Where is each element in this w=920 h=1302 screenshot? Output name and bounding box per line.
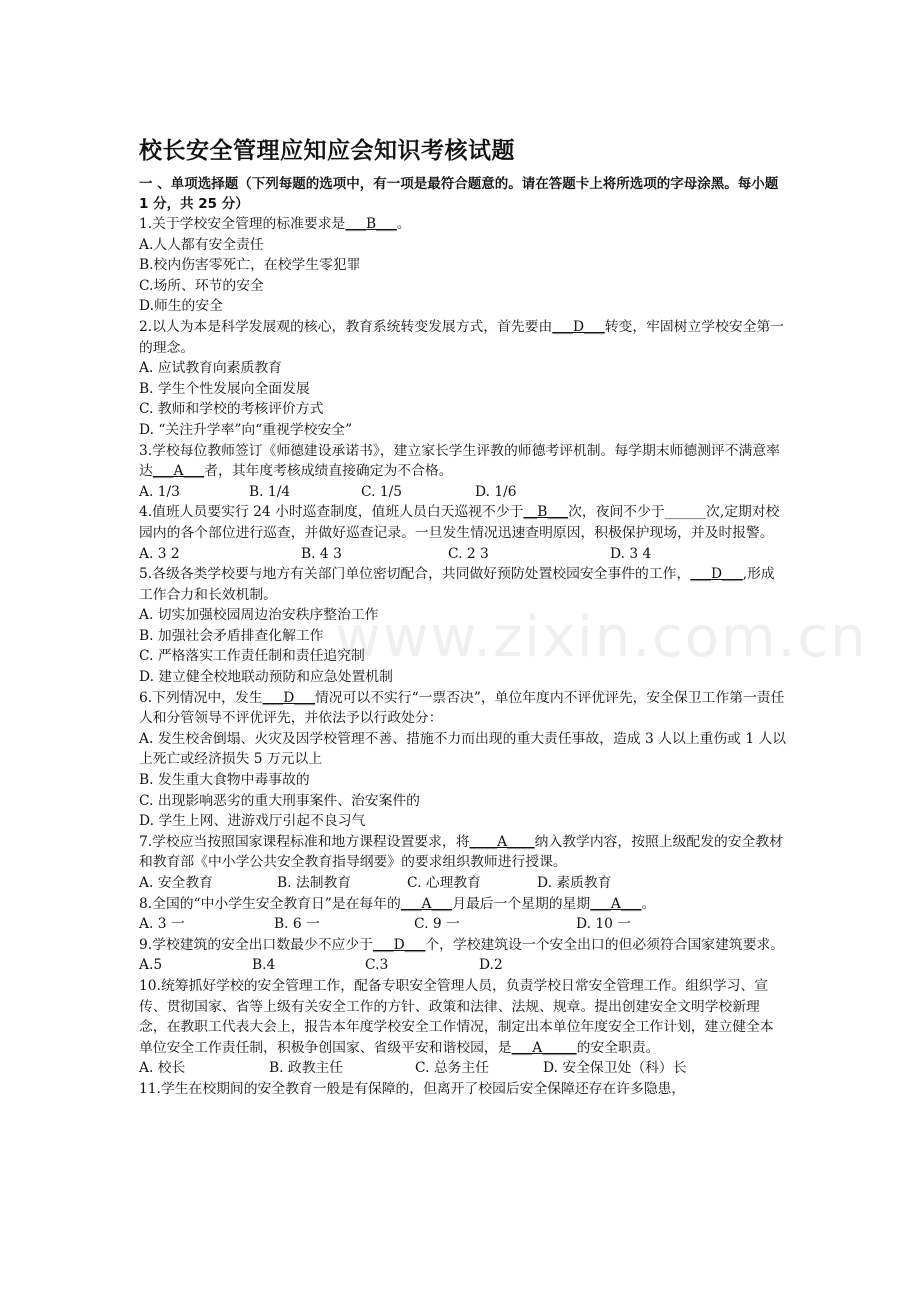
option: C. 出现影响恶劣的重大刑事案件、治安案件的 (139, 792, 420, 809)
answer-blank: __B___ (523, 504, 569, 521)
question-6: 6.下列情况中，发生___D___情况可以不实行“一票否决”，单位年度内不评优评先，安全保卫工作第一责任人和分管领导不评优评先，并依法予以行政处分： (139, 689, 785, 727)
options-row (139, 544, 787, 565)
question-8: 8.全国的“中小学生安全教育日”是在每年的___A___月最后一个星期的星期___A___。 (139, 895, 656, 912)
option: B. 法制教育 (277, 875, 352, 891)
option: A.5 (139, 957, 163, 974)
section-heading: 一 、单项选择题（下列每题的选项中，有一项是最符合题意的。请在答题卡上将所选项的字母涂黑。每小题 1 分，共 25 分） (139, 176, 779, 212)
answer-blank: ___A___ (400, 895, 453, 912)
page-title: 校长安全管理应知应会知识考核试题 (139, 138, 515, 164)
option: C. 9 一 (414, 916, 460, 933)
option: A. 安全教育 (139, 875, 213, 891)
question-5: 5.各级各类学校要与地方有关部门单位密切配合，共同做好预防处置校园安全事件的工作，___D___,形成工作合力和长效机制。 (139, 566, 775, 603)
option: C.3 (365, 957, 389, 974)
option: B.校内伤害零死亡，在校学生零犯罪 (139, 257, 361, 274)
option: D. 素质教育 (537, 875, 612, 891)
option: B. 学生个性发展向全面发展 (139, 380, 310, 397)
option: D. 学生上网、进游戏厅引起不良习气 (139, 813, 366, 830)
question-11: 11.学生在校期间的安全教育一般是有保障的，但离开了校园后安全保障还存在许多隐患， (139, 1080, 686, 1097)
option: A. 1/3 (139, 483, 180, 500)
option: D. 10 一 (576, 916, 632, 933)
option: D.师生的安全 (139, 298, 223, 315)
document-page (139, 136, 787, 1100)
option: C. 心理教育 (407, 875, 482, 891)
question-1: 1.关于学校安全管理的标准要求是___B___。 (139, 216, 411, 232)
option: D. 安全保卫处（科）长 (543, 1060, 687, 1077)
option: D. “关注升学率”向“重视学校安全” (139, 421, 353, 438)
option: D. 3 4 (610, 545, 652, 562)
option: A. 发生校舍倒塌、火灾及因学校管理不善、措施不力而出现的重大责任事故，造成 3 人以上重伤或 1 人以上死亡或经济损失 5 万元以上 (139, 730, 787, 768)
options-row (139, 873, 787, 894)
option: B. 加强社会矛盾排查化解工作 (139, 627, 324, 644)
answer-blank: ___D___ (262, 689, 315, 706)
option: D. 1/6 (475, 483, 517, 500)
answer-blank: ___A___ (152, 463, 205, 480)
option: C. 教师和学校的考核评价方式 (139, 401, 324, 418)
answer-blank: ___A_____ (511, 1039, 577, 1056)
option: B. 发生重大食物中毒事故的 (139, 772, 310, 789)
answer-blank: ____A____ (469, 833, 535, 850)
question-3: 3.学校每位教师签订《师德建设承诺书》，建立家长学生评教的师德考评机制。每学期末师德测评不满意率达___A___者，其年度考核成绩直接确定为不合格。 (139, 442, 780, 480)
options-row (139, 482, 787, 503)
option: D.2 (479, 957, 503, 974)
option: B. 4 3 (301, 545, 342, 562)
option: B.4 (252, 957, 276, 974)
option: A.人人都有安全责任 (139, 236, 264, 253)
question-2: 2.以人为本是科学发展观的核心，教育系统转变发展方式，首先要由___D___转变，牢固树立学校安全第一的理念。 (139, 318, 785, 356)
watermark: www.zixin.com.cn (335, 605, 868, 670)
option: C. 1/5 (361, 483, 403, 500)
options-row (139, 914, 787, 935)
question-7: 7.学校应当按照国家课程标准和地方课程设置要求，将____A____纳入教学内容，按照上级配发的安全教材和教育部《中小学公共安全教育指导纲要》的要求组织教师进行授课。 (139, 833, 783, 871)
option: D. 建立健全校地联动预防和应急处置机制 (139, 669, 393, 686)
options-row (139, 955, 787, 976)
answer-blank: ___A___ (590, 895, 642, 912)
option: A. 3 一 (139, 916, 185, 933)
option: C. 总务主任 (415, 1060, 490, 1077)
option: B. 6 一 (274, 916, 320, 933)
question-10: 10.统筹抓好学校的安全管理工作，配备专职安全管理人员，负责学校日常安全管理工作。组织学习、宣传、贯彻国家、省等上级有关安全工作的方针、政策和法律、法规、规章。提出创建安全文明学校新理念，在教职工代表大会上，报告本年度学校安全工作情况，制定出本单位年度安全工作计划，建立健全本单位安全工作责任制，积极争创国家、省级平安和谐校园，是___A_____的安全职责。 (139, 977, 774, 1056)
answer-blank: ___D___ (372, 936, 426, 953)
option: C. 严格落实工作责任制和责任追究制 (139, 648, 365, 665)
option: C.场所、环节的安全 (139, 277, 264, 294)
option: A. 校长 (139, 1060, 186, 1077)
option: A. 应试教育向素质教育 (139, 360, 282, 377)
question-9: 9.学校建筑的安全出口数最少不应少于___D___个，学校建筑设一个安全出口的但必须符合国家建筑要求。 (139, 936, 785, 953)
answer-blank: ___D___ (690, 566, 743, 583)
option: B. 政教主任 (269, 1060, 344, 1077)
options-row (139, 1058, 787, 1079)
answer-blank: ___B___ (345, 216, 397, 232)
question-4: 4.值班人员要实行 24 小时巡查制度，值班人员白天巡视不少于__B___次，夜间不少于______次,定期对校园内的各个部位进行巡查，并做好巡查记录。一旦发生情况迅速查明原因，积极保护现场，并及时报警。 (139, 504, 780, 541)
option: A. 3 2 (139, 545, 180, 562)
option: A. 切实加强校园周边治安秩序整治工作 (139, 607, 379, 624)
answer-blank: ___D___ (552, 318, 605, 335)
option: C. 2 3 (448, 545, 489, 562)
option: B. 1/4 (249, 483, 291, 500)
